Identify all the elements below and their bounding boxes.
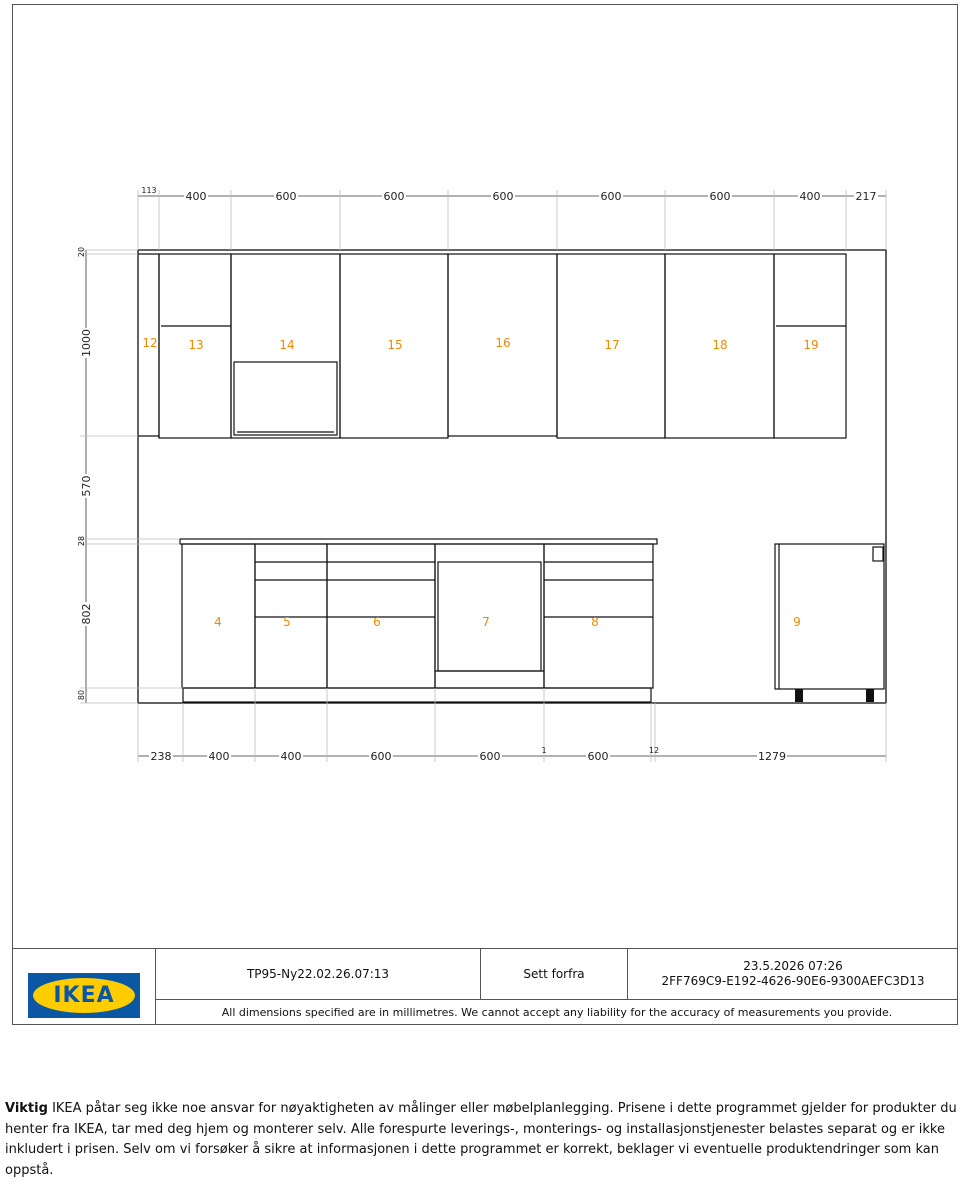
upper-cabinets — [138, 254, 846, 438]
cabinet-label-19: 19 — [803, 338, 819, 352]
base-cabinet-6 — [327, 544, 435, 688]
bottom-dim-7: 12 — [648, 746, 660, 755]
top-dim-7: 400 — [799, 190, 821, 203]
bottom-dim-5: 1 — [541, 746, 547, 755]
cabinet-label-4: 4 — [214, 615, 222, 629]
left-dim-3: 28 — [77, 535, 86, 547]
top-dim-0: 113 — [141, 186, 157, 195]
bottom-dim-3: 600 — [370, 750, 392, 763]
left-dimension-labels — [77, 247, 93, 700]
cabinet-label-18: 18 — [712, 338, 728, 352]
bottom-dim-4: 600 — [479, 750, 501, 763]
top-dimension-labels — [141, 184, 878, 203]
measurement-note: All dimensions specified are in millimetres. We cannot accept any liability for the accuracy of measurements you provide. — [221, 1006, 893, 1019]
bottom-dim-2: 400 — [280, 750, 302, 763]
top-dim-2: 600 — [275, 190, 297, 203]
top-dim-6: 600 — [709, 190, 731, 203]
project-name: TP95-Ny22.02.26.07:13 — [246, 967, 390, 981]
cabinet-label-14: 14 — [279, 338, 295, 352]
cabinet-label-5: 5 — [283, 615, 291, 629]
disclaimer — [5, 1099, 960, 1181]
cabinet-label-13: 13 — [188, 338, 204, 352]
cabinet-9-feet — [795, 689, 874, 702]
cabinet-label-16: 16 — [495, 336, 511, 350]
left-dim-5: 80 — [77, 689, 86, 701]
cabinet-label-7: 7 — [482, 615, 490, 629]
cabinet-label-8: 8 — [591, 615, 599, 629]
left-dim-1: 1000 — [80, 329, 93, 357]
disclaimer-text: IKEA påtar seg ikke noe ansvar for nøyaktigheten av målinger eller møbelplanlegging. Prisene i dette programmet gjelder for produkter du henter fra IKEA, tar med deg hjem og monterer selv. Alle forespurte leverings-, monterings- og installasjonstjenester belastes separat og er ikke inkludert i prisen. Selv om vi forsøker å sikre at informasjonen i dette programmet er korrekt, beklager vi eventuelle produktendringer som kan oppstå. — [5, 1101, 957, 1178]
bottom-dimension-labels — [149, 746, 787, 763]
bottom-dim-1: 400 — [208, 750, 230, 763]
plinth — [183, 688, 651, 702]
bottom-dim-8: 1279 — [758, 750, 786, 763]
disclaimer-heading: Viktig — [5, 1101, 48, 1116]
ikea-logo-text: IKEA — [53, 983, 115, 1008]
bottom-dim-6: 600 — [587, 750, 609, 763]
bottom-dim-0: 238 — [150, 750, 172, 763]
cabinet-label-9: 9 — [793, 615, 801, 629]
left-dimension-line — [80, 250, 183, 703]
drawing-id: 2FF769C9-E192-4626-90E6-9300AEFC3D13 — [661, 974, 925, 988]
left-dim-2: 570 — [80, 475, 93, 497]
top-dim-8: 217 — [855, 190, 877, 203]
top-dim-5: 600 — [600, 190, 622, 203]
left-dim-4: 802 — [80, 603, 93, 625]
top-dim-3: 600 — [383, 190, 405, 203]
cabinet-label-17: 17 — [604, 338, 620, 352]
ikea-logo — [28, 973, 140, 1018]
top-dim-4: 600 — [492, 190, 514, 203]
cabinet-label-15: 15 — [387, 338, 403, 352]
upper-cabinet-labels — [142, 336, 818, 352]
left-dim-0: 20 — [77, 246, 86, 258]
top-dim-1: 400 — [185, 190, 207, 203]
base-cabinet-5 — [255, 544, 327, 688]
worktop — [180, 539, 657, 544]
date-id-cell — [628, 949, 958, 999]
drawing-date: 23.5.2026 07:26 — [743, 959, 843, 973]
title-block — [12, 948, 958, 1025]
view-name: Sett forfra — [523, 967, 585, 981]
cabinet-label-12: 12 — [142, 336, 158, 350]
base-cabinet-9 — [775, 544, 884, 689]
cabinet-label-6: 6 — [373, 615, 381, 629]
